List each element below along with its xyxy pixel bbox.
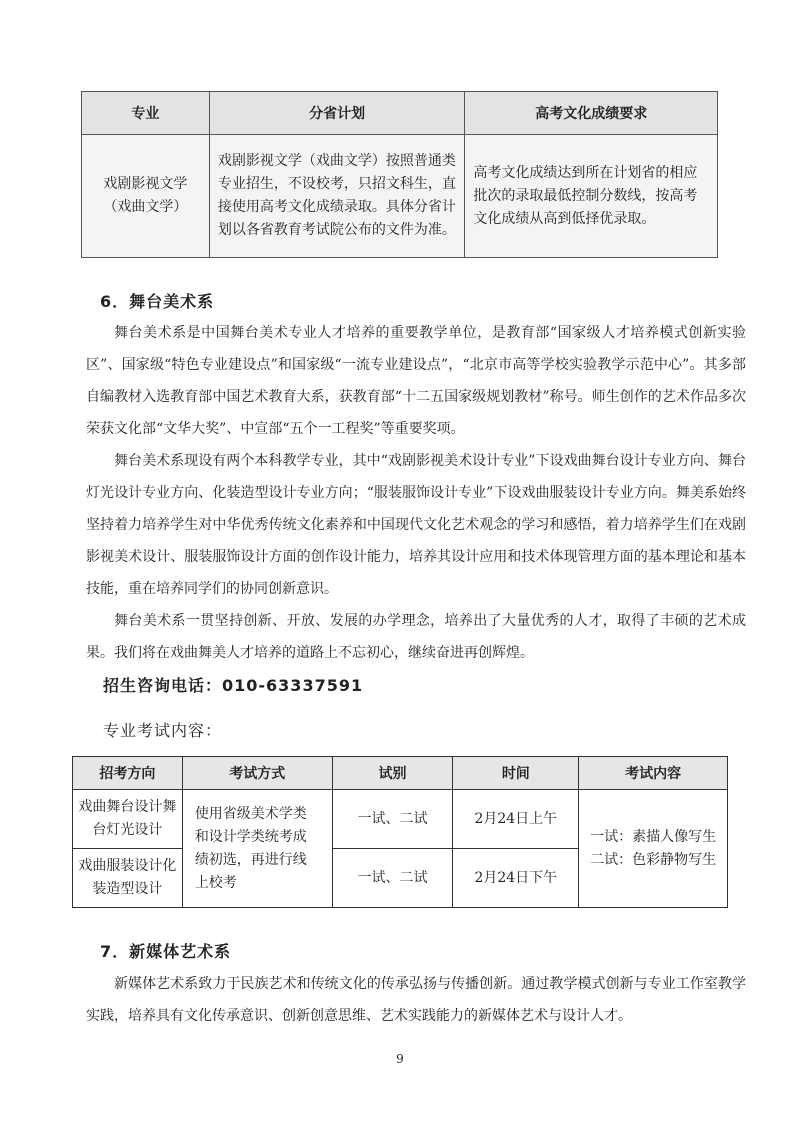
header-plan: 分省计划 [209,92,465,135]
content-round-2: 二试：色彩静物写生 [590,851,717,868]
section-6-paragraph-2: 舞台美术系现设有两个本科教学专业，其中“戏剧影视美术设计专业”下设戏曲舞台设计专业方向、舞台灯光设计专业方向、化装造型设计专业方向；“服装服饰设计专业”下设戏曲服装设计专业方向。舞美系始终坚持着力培养学生对中华优秀传统文化素养和中国现代文化艺术观念的学习和感悟，着力培养学生们在戏剧影视美术设计、服装服饰设计方面的创作设计能力，培养其设计应用和技术体现管理方面的基本理论和基本技能，重在培养同学们的协同创新意识。 [86,453,746,597]
admission-hotline: 招生咨询电话：010-63337591 [103,676,364,695]
cell-requirement: 高考文化成绩达到所在计划省的相应批次的录取最低控制分数线，按高考文化成绩从高到低择优录取。 [465,135,718,258]
exam-content-heading: 专业考试内容： [103,721,223,740]
page-number: 9 [396,1052,404,1066]
table-header-row [73,757,728,790]
section-6-heading: 6．舞台美术系 [100,292,215,311]
table-row [82,135,718,258]
cell-round-1: 一试、二试 [332,790,453,849]
cell-content [579,790,728,908]
cell-round-2: 一试、二试 [332,849,453,908]
section-6-paragraph-1: 舞台美术系是中国舞台美术专业人才培养的重要教学单位，是教育部“国家级人才培养模式创新实验区”、国家级“特色专业建设点”和国家级“一流专业建设点”，“北京市高等学校实验教学示范中心”。其多部自编教材入选教育部中国艺术教育大系，获教育部“十二五国家级规划教材”称号。师生创作的艺术作品多次荣获文化部“文华大奖”、中宣部“五个一工程奖”等重要奖项。 [86,325,746,437]
cell-method: 使用省级美术学类和设计学类统考成绩初选，再进行线上校考 [182,790,332,908]
cell-time-1: 2月24日上午 [453,790,579,849]
admission-table [81,91,718,258]
header-round: 试别 [332,757,453,790]
header-method: 考试方式 [182,757,332,790]
exam-table [72,756,728,908]
cell-direction-1: 戏曲舞台设计舞台灯光设计 [73,790,183,849]
header-content: 考试内容 [579,757,728,790]
section-7-paragraph: 新媒体艺术系致力于民族艺术和传统文化的传承弘扬与传播创新。通过教学模式创新与专业工作室教学实践，培养具有文化传承意识、创新创意思维、艺术实践能力的新媒体艺术与设计人才。 [86,976,746,1024]
cell-plan: 戏剧影视文学（戏曲文学）按照普通类专业招生，不设校考，只招文科生，直接使用高考文化成绩录取。具体分省计划以各省教育考试院公布的文件为准。 [209,135,465,258]
header-direction: 招考方向 [73,757,183,790]
header-major: 专业 [82,92,210,135]
table-row [73,790,728,849]
cell-major: 戏剧影视文学（戏曲文学） [82,135,210,258]
header-time: 时间 [453,757,579,790]
section-7-heading: 7．新媒体艺术系 [100,942,232,961]
cell-time-2: 2月24日下午 [453,849,579,908]
table-header-row [82,92,718,135]
header-requirement: 高考文化成绩要求 [465,92,718,135]
cell-direction-2: 戏曲服装设计化装造型设计 [73,849,183,908]
section-6-paragraph-3: 舞台美术系一贯坚持创新、开放、发展的办学理念，培养出了大量优秀的人才，取得了丰硕的艺术成果。我们将在戏曲舞美人才培养的道路上不忘初心，继续奋进再创辉煌。 [86,613,746,661]
content-round-1: 一试：素描人像写生 [590,828,717,845]
